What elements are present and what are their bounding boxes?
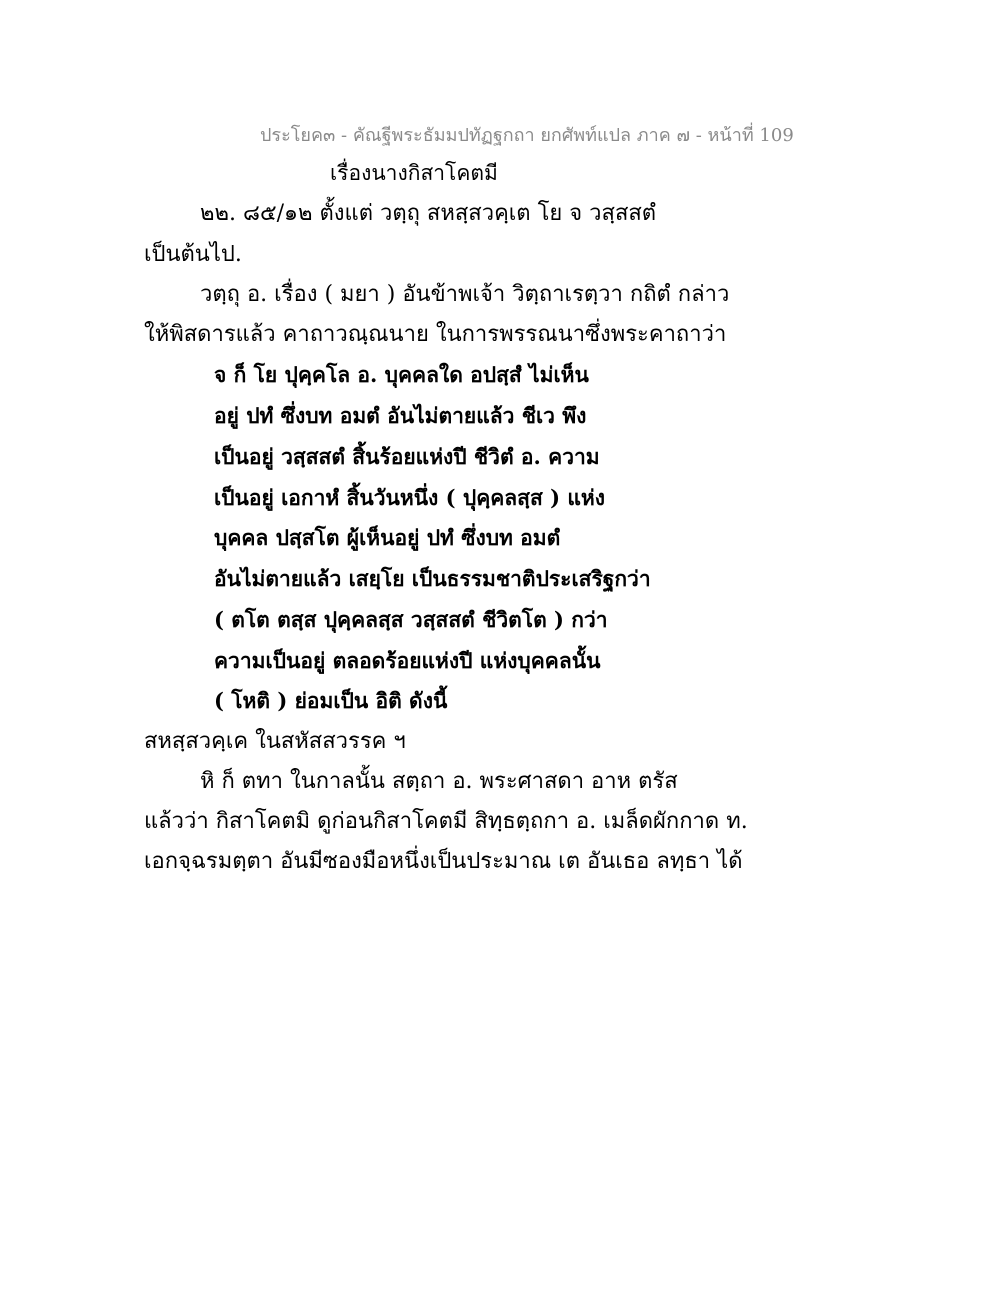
section-reference: สหสฺสวคฺเค ในสหัสสวรรค ฯ <box>144 729 406 754</box>
para1-line-2: ให้พิสดารแล้ว คาถาวณฺณนาย ในการพรรณนาซึ่งพระคาถาว่า <box>144 322 727 347</box>
intro-line-2: เป็นต้นไป. <box>144 242 242 267</box>
verse-line: ความเป็นอยู่ ตลอดร้อยแห่งปี แห่งบุคคลนั้น <box>214 648 601 673</box>
para2-line-1: หิ ก็ ตทา ในกาลนั้น สตฺถา อ. พระศาสดา อาห ตรัส <box>200 769 678 794</box>
intro-line-1: ๒๒. ๘๕/๑๒ ตั้งแต่ วตฺถุ สหสฺสวคฺเต โย จ วสฺสสตํ <box>200 201 657 226</box>
verse-line: จ ก็ โย ปุคฺคโล อ. บุคคลใด อปสฺสํ ไม่เห็น <box>214 362 589 387</box>
verse-line: เป็นอยู่ วสฺสสตํ สิ้นร้อยแห่งปี ชีวิตํ อ. ความ <box>214 444 600 469</box>
para2-line-2: แล้วว่า กิสาโคตมิ ดูก่อนกิสาโคตมี สิทฺธตฺถกา อ. เมล็ดผักกาด ท. <box>144 809 748 834</box>
verse-line: ( ตโต ตสฺส ปุคฺคลสฺส วสฺสสตํ ชีวิตโต ) กว่า <box>214 607 608 632</box>
story-title: เรื่องนางกิสาโคตมี <box>330 161 498 185</box>
page-header: ประโยค๓ - คัณฐีพระธัมมปทัฏฐกถา ยกศัพท์แปล ภาค ๗ - หน้าที่ 109 <box>260 125 794 146</box>
para2-line-3: เอกจฺฉรมตฺตา อันมีซองมือหนึ่งเป็นประมาณ เต อันเธอ ลทฺธา ได้ <box>144 849 743 874</box>
verse-line: บุคคล ปสฺสโต ผู้เห็นอยู่ ปทํ ซึ่งบท อมตํ <box>214 525 561 550</box>
verse-line: ( โหติ ) ย่อมเป็น อิติ ดังนี้ <box>214 688 448 713</box>
para1-line-1: วตฺถุ อ. เรื่อง ( มยา ) อันข้าพเจ้า วิตฺถาเรตฺวา กถิตํ กล่าว <box>200 282 730 307</box>
verse-line: อันไม่ตายแล้ว เสยฺโย เป็นธรรมชาติประเสริฐกว่า <box>214 566 651 591</box>
verse-line: อยู่ ปทํ ซึ่งบท อมตํ อันไม่ตายแล้ว ชีเว พึง <box>214 403 587 428</box>
verse-line: เป็นอยู่ เอกาหํ สิ้นวันหนึ่ง ( ปุคฺคลสฺส ) แห่ง <box>214 485 605 510</box>
